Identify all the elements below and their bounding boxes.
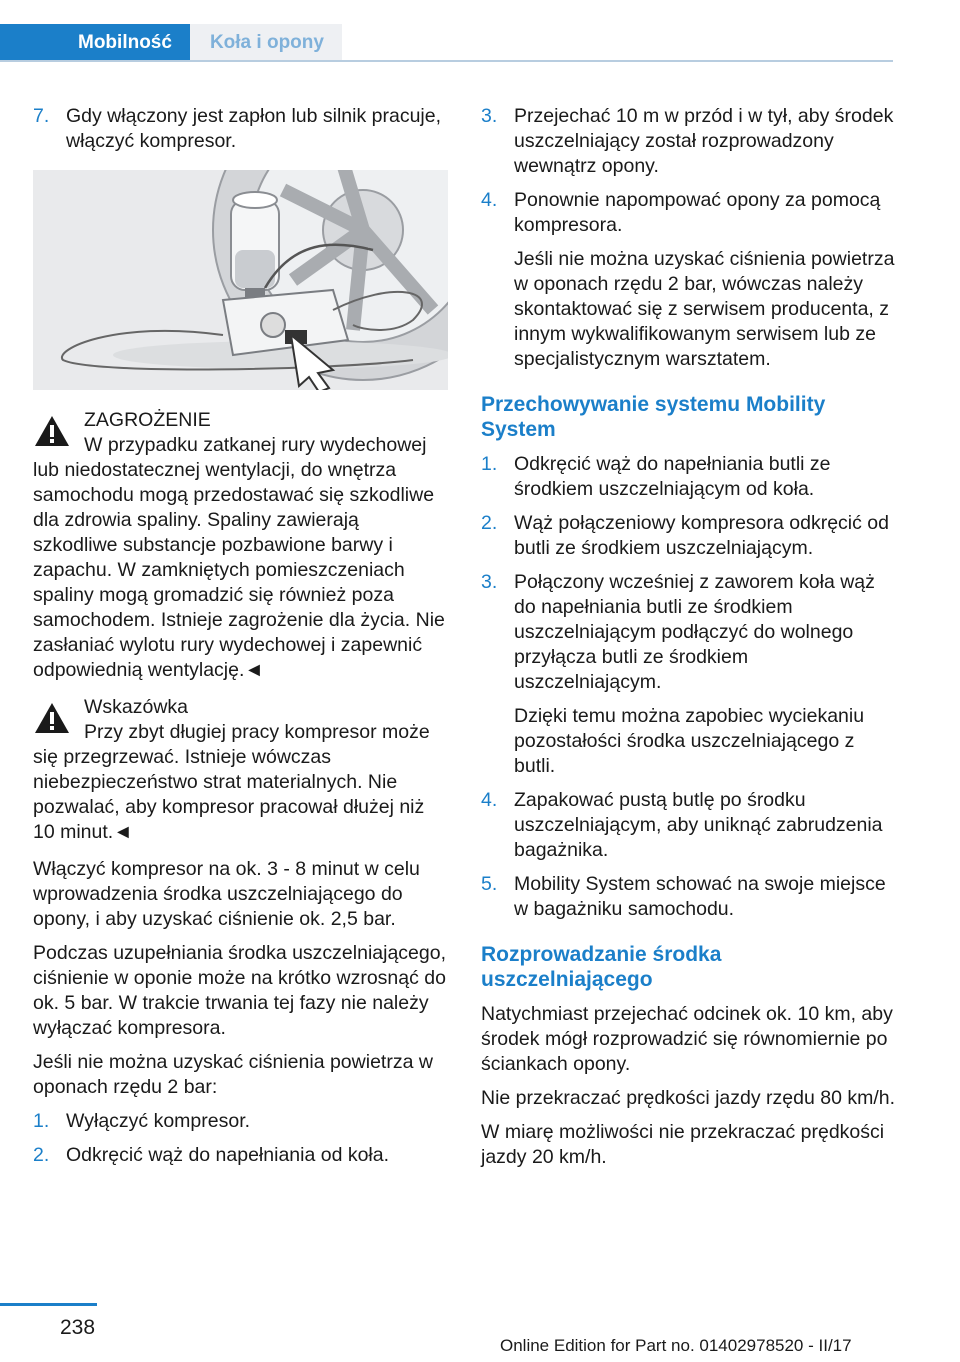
warning-triangle-icon xyxy=(33,701,71,735)
step-text: Wąż połączeniowy kompresora odkręcić od butli ze środkiem uszczelniającym. xyxy=(514,512,889,559)
step-number: 4. xyxy=(481,789,498,811)
step-text: Odkręcić wąż do napełniania butli ze środkiem uszczelniającym od koła. xyxy=(514,453,831,500)
paragraph-drive-distance: Natychmiast przejechać odcinek ok. 10 km, aby środek mógł rozprowadzić się równomiernie po ściankach opony. xyxy=(481,1003,893,1075)
step-text: Odkręcić wąż do napełniania od koła. xyxy=(66,1144,390,1166)
step-number: 3. xyxy=(481,105,498,127)
footer-rule xyxy=(0,1303,97,1306)
step-text: Ponownie napompować opony za pomocą kompresora. xyxy=(514,189,881,236)
note-warning xyxy=(33,695,448,845)
compressor-drawing xyxy=(33,170,448,390)
step-7 xyxy=(33,104,448,154)
warning-body: lub niedostatecznej wentylacji, do wnętrza samochodu mogą przedostawać się szkodliwe dla zdrowia spaliny. Spaliny zawierają szkodliwe substancje pozbawione barwy i zapachu. W zamkniętych pomieszczeniach spaliny mogą gromadzić się również poza samochodem. Istnieje zagrożenie dla życia. Nie zasłaniać wylotu rury wydechowej i zapewnić odpowiednią wentylację.◄ xyxy=(33,459,445,681)
paragraph-compressor-duration: Włączyć kompresor na ok. 3 - 8 minut w celu wprowadzenia środka uszczelniającego do opony, i aby uzyskać ciśnienie ok. 2,5 bar. xyxy=(33,858,420,930)
step-number: 2. xyxy=(33,1144,50,1166)
step-text: Zapakować pustą butlę po środku uszczelniającym, aby uniknąć zabrudzenia bagażnika. xyxy=(514,789,883,861)
storage-step-1 xyxy=(481,452,895,502)
left-column xyxy=(33,104,448,1177)
note-title: Wskazówka xyxy=(84,696,189,718)
note-first-line: Przy zbyt długiej pracy kompresor może xyxy=(84,721,430,743)
storage-step-3 xyxy=(481,570,895,695)
step-number: 3. xyxy=(481,571,498,593)
header-tabs xyxy=(0,24,342,62)
storage-note: Dzięki temu można zapobiec wyciekaniu pozostałości środka uszczelniającego z butli. xyxy=(514,705,865,777)
step-4 xyxy=(481,188,895,238)
warning-first-line: W przypadku zatkanej rury wydechowej xyxy=(84,434,427,456)
heading-distribution: Rozprowadzanie środka uszczelniającego xyxy=(481,943,722,991)
tab-mobility[interactable]: Mobilność xyxy=(0,24,190,62)
step-2 xyxy=(33,1143,448,1168)
step-text: Wyłączyć kompresor. xyxy=(66,1110,251,1132)
page-number: 238 xyxy=(60,1316,96,1339)
storage-step-4 xyxy=(481,788,895,863)
step-number: 2. xyxy=(481,512,498,534)
paragraph-speed-limit: Nie przekraczać prędkości jazdy rzędu 80 km/h. xyxy=(481,1087,896,1109)
step-number: 1. xyxy=(33,1110,50,1132)
note-body: się przegrzewać. Istnieje wówczas niebezpieczeństwo strat materialnych. Nie pozwalać, aby kompresor pracował dłużej niż 10 minut.◄ xyxy=(33,746,425,843)
step-text: Przejechać 10 m w przód i w tył, aby środek uszczelniający został rozprowadzony wewnątrz opony. xyxy=(514,105,894,177)
warning-triangle-icon xyxy=(33,414,71,448)
warning-title: ZAGROŻENIE xyxy=(84,409,211,431)
step-number: 1. xyxy=(481,453,498,475)
tab-wheels-tyres[interactable]: Koła i opony xyxy=(190,24,342,62)
step-text: Połączony wcześniej z zaworem koła wąż do napełniania butli ze środkiem uszczelniającym podłączyć do wolnego przyłącza butli ze środkiem uszczelniającym. xyxy=(514,571,875,693)
paragraph-pressure-rise: Podczas uzupełniania środka uszczelniającego, ciśnienie w oponie może na krótko wzrosnąć do ok. 5 bar. W trakcie trwania tej fazy nie należy wyłączać kompresora. xyxy=(33,942,447,1039)
step-3 xyxy=(481,104,895,179)
compressor-illustration xyxy=(33,170,448,390)
step-text: Mobility System schować na swoje miejsce w bagażniku samochodu. xyxy=(514,873,886,920)
step-text: Gdy włączony jest zapłon lub silnik pracuje, włączyć kompresor. xyxy=(66,105,442,152)
step-1 xyxy=(33,1109,448,1134)
header-rule xyxy=(0,60,893,62)
paragraph-speed-recommendation: W miarę możliwości nie przekraczać prędkości jazdy 20 km/h. xyxy=(481,1121,885,1168)
storage-step-2 xyxy=(481,511,895,561)
step-number: 7. xyxy=(33,105,50,127)
right-column xyxy=(481,104,895,1179)
step-number: 5. xyxy=(481,873,498,895)
heading-storage: Przechowywanie systemu Mobility System xyxy=(481,393,826,441)
step-number: 4. xyxy=(481,189,498,211)
step-4-note: Jeśli nie można uzyskać ciśnienia powietrza w oponach rzędu 2 bar, wówczas należy skontaktować się z serwisem producenta, z innym wykwalifikowanym serwisem lub ze specjalistycznym warsztatem. xyxy=(514,248,895,370)
danger-warning xyxy=(33,408,448,683)
paragraph-insufficient-pressure: Jeśli nie można uzyskać ciśnienia powietrza w oponach rzędu 2 bar: xyxy=(33,1051,433,1098)
edition-label: Online Edition for Part no. 01402978520 - II/17 xyxy=(500,1336,852,1355)
storage-step-5 xyxy=(481,872,895,922)
